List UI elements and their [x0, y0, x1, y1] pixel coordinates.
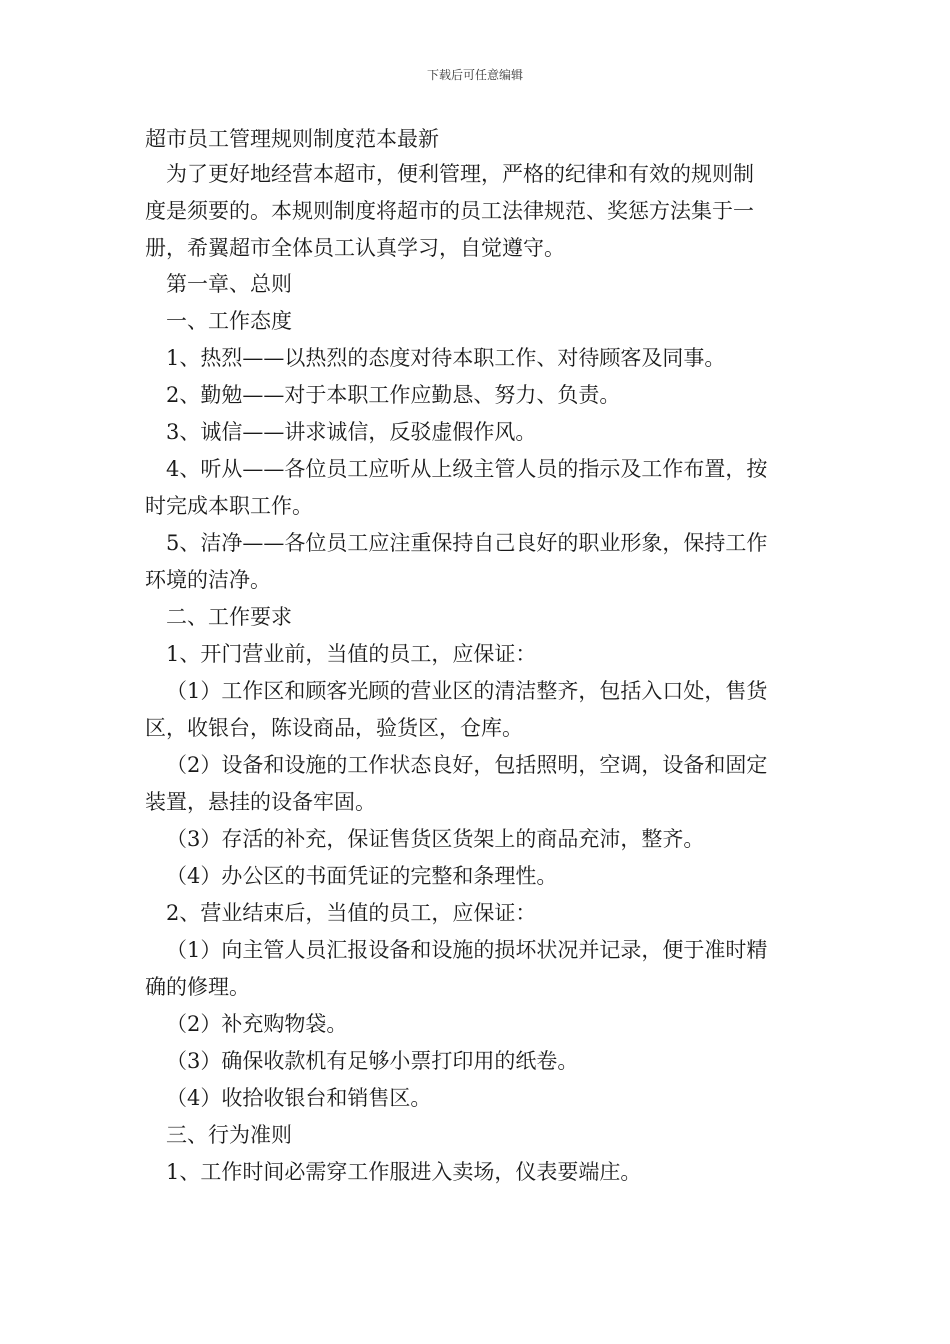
section-heading-attitude: 一、工作态度 — [166, 309, 292, 333]
sub-item-line: （1）向主管人员汇报设备和设施的损坏状况并记录，便于准时精 — [166, 938, 768, 962]
sub-item — [145, 932, 810, 1006]
list-item-line: 时完成本职工作。 — [145, 494, 313, 518]
sub-item-line: （2）设备和设施的工作状态良好，包括照明，空调，设备和固定 — [166, 753, 768, 777]
list-item-line: 5、洁净——各位员工应注重保持自己良好的职业形象，保持工作 — [166, 531, 768, 555]
list-item: 2、勤勉——对于本职工作应勤恳、努力、负责。 — [166, 383, 621, 407]
sub-item: （3）确保收款机有足够小票打印用的纸卷。 — [166, 1049, 579, 1073]
list-item-line: 4、听从——各位员工应听从上级主管人员的指示及工作布置，按 — [166, 457, 768, 481]
section-heading-requirements: 二、工作要求 — [166, 605, 292, 629]
intro-line-1: 为了更好地经营本超市，便利管理，严格的纪律和有效的规则制 — [166, 162, 754, 186]
list-item: 3、诚信——讲求诚信，反驳虚假作风。 — [166, 420, 537, 444]
sub-item-line: 确的修理。 — [145, 975, 250, 999]
list-item-line: 环境的洁净。 — [145, 568, 271, 592]
sub-item-line: 区，收银台，陈设商品，验货区，仓库。 — [145, 716, 523, 740]
sub-item — [145, 673, 810, 747]
page-header-note: 下载后可任意编辑 — [426, 68, 523, 82]
intro-line-2: 度是须要的。本规则制度将超市的员工法律规范、奖惩方法集于一 — [145, 199, 754, 223]
sub-item: （3）存活的补充，保证售货区货架上的商品充沛，整齐。 — [166, 827, 705, 851]
sub-item-line: 装置，悬挂的设备牢固。 — [145, 790, 376, 814]
sub-item: （4）办公区的书面凭证的完整和条理性。 — [166, 864, 558, 888]
document-title: 超市员工管理规则制度范本最新 — [145, 127, 439, 151]
list-item: 1、开门营业前，当值的员工，应保证： — [166, 642, 537, 666]
intro-paragraph — [145, 156, 810, 267]
sub-item — [145, 747, 810, 821]
sub-item: （4）收拾收银台和销售区。 — [166, 1086, 432, 1110]
section-heading-conduct: 三、行为准则 — [166, 1123, 292, 1147]
list-item: 1、热烈——以热烈的态度对待本职工作、对待顾客及同事。 — [166, 346, 726, 370]
list-item-cleanliness — [145, 525, 810, 599]
list-item: 2、营业结束后，当值的员工，应保证： — [166, 901, 537, 925]
list-item-obedience — [145, 451, 810, 525]
sub-item: （2）补充购物袋。 — [166, 1012, 348, 1036]
sub-item-line: （1）工作区和顾客光顾的营业区的清洁整齐，包括入口处，售货 — [166, 679, 768, 703]
list-item: 1、工作时间必需穿工作服进入卖场，仪表要端庄。 — [166, 1160, 642, 1184]
chapter-heading: 第一章、总则 — [166, 272, 292, 296]
intro-line-3: 册，希翼超市全体员工认真学习，自觉遵守。 — [145, 236, 565, 260]
